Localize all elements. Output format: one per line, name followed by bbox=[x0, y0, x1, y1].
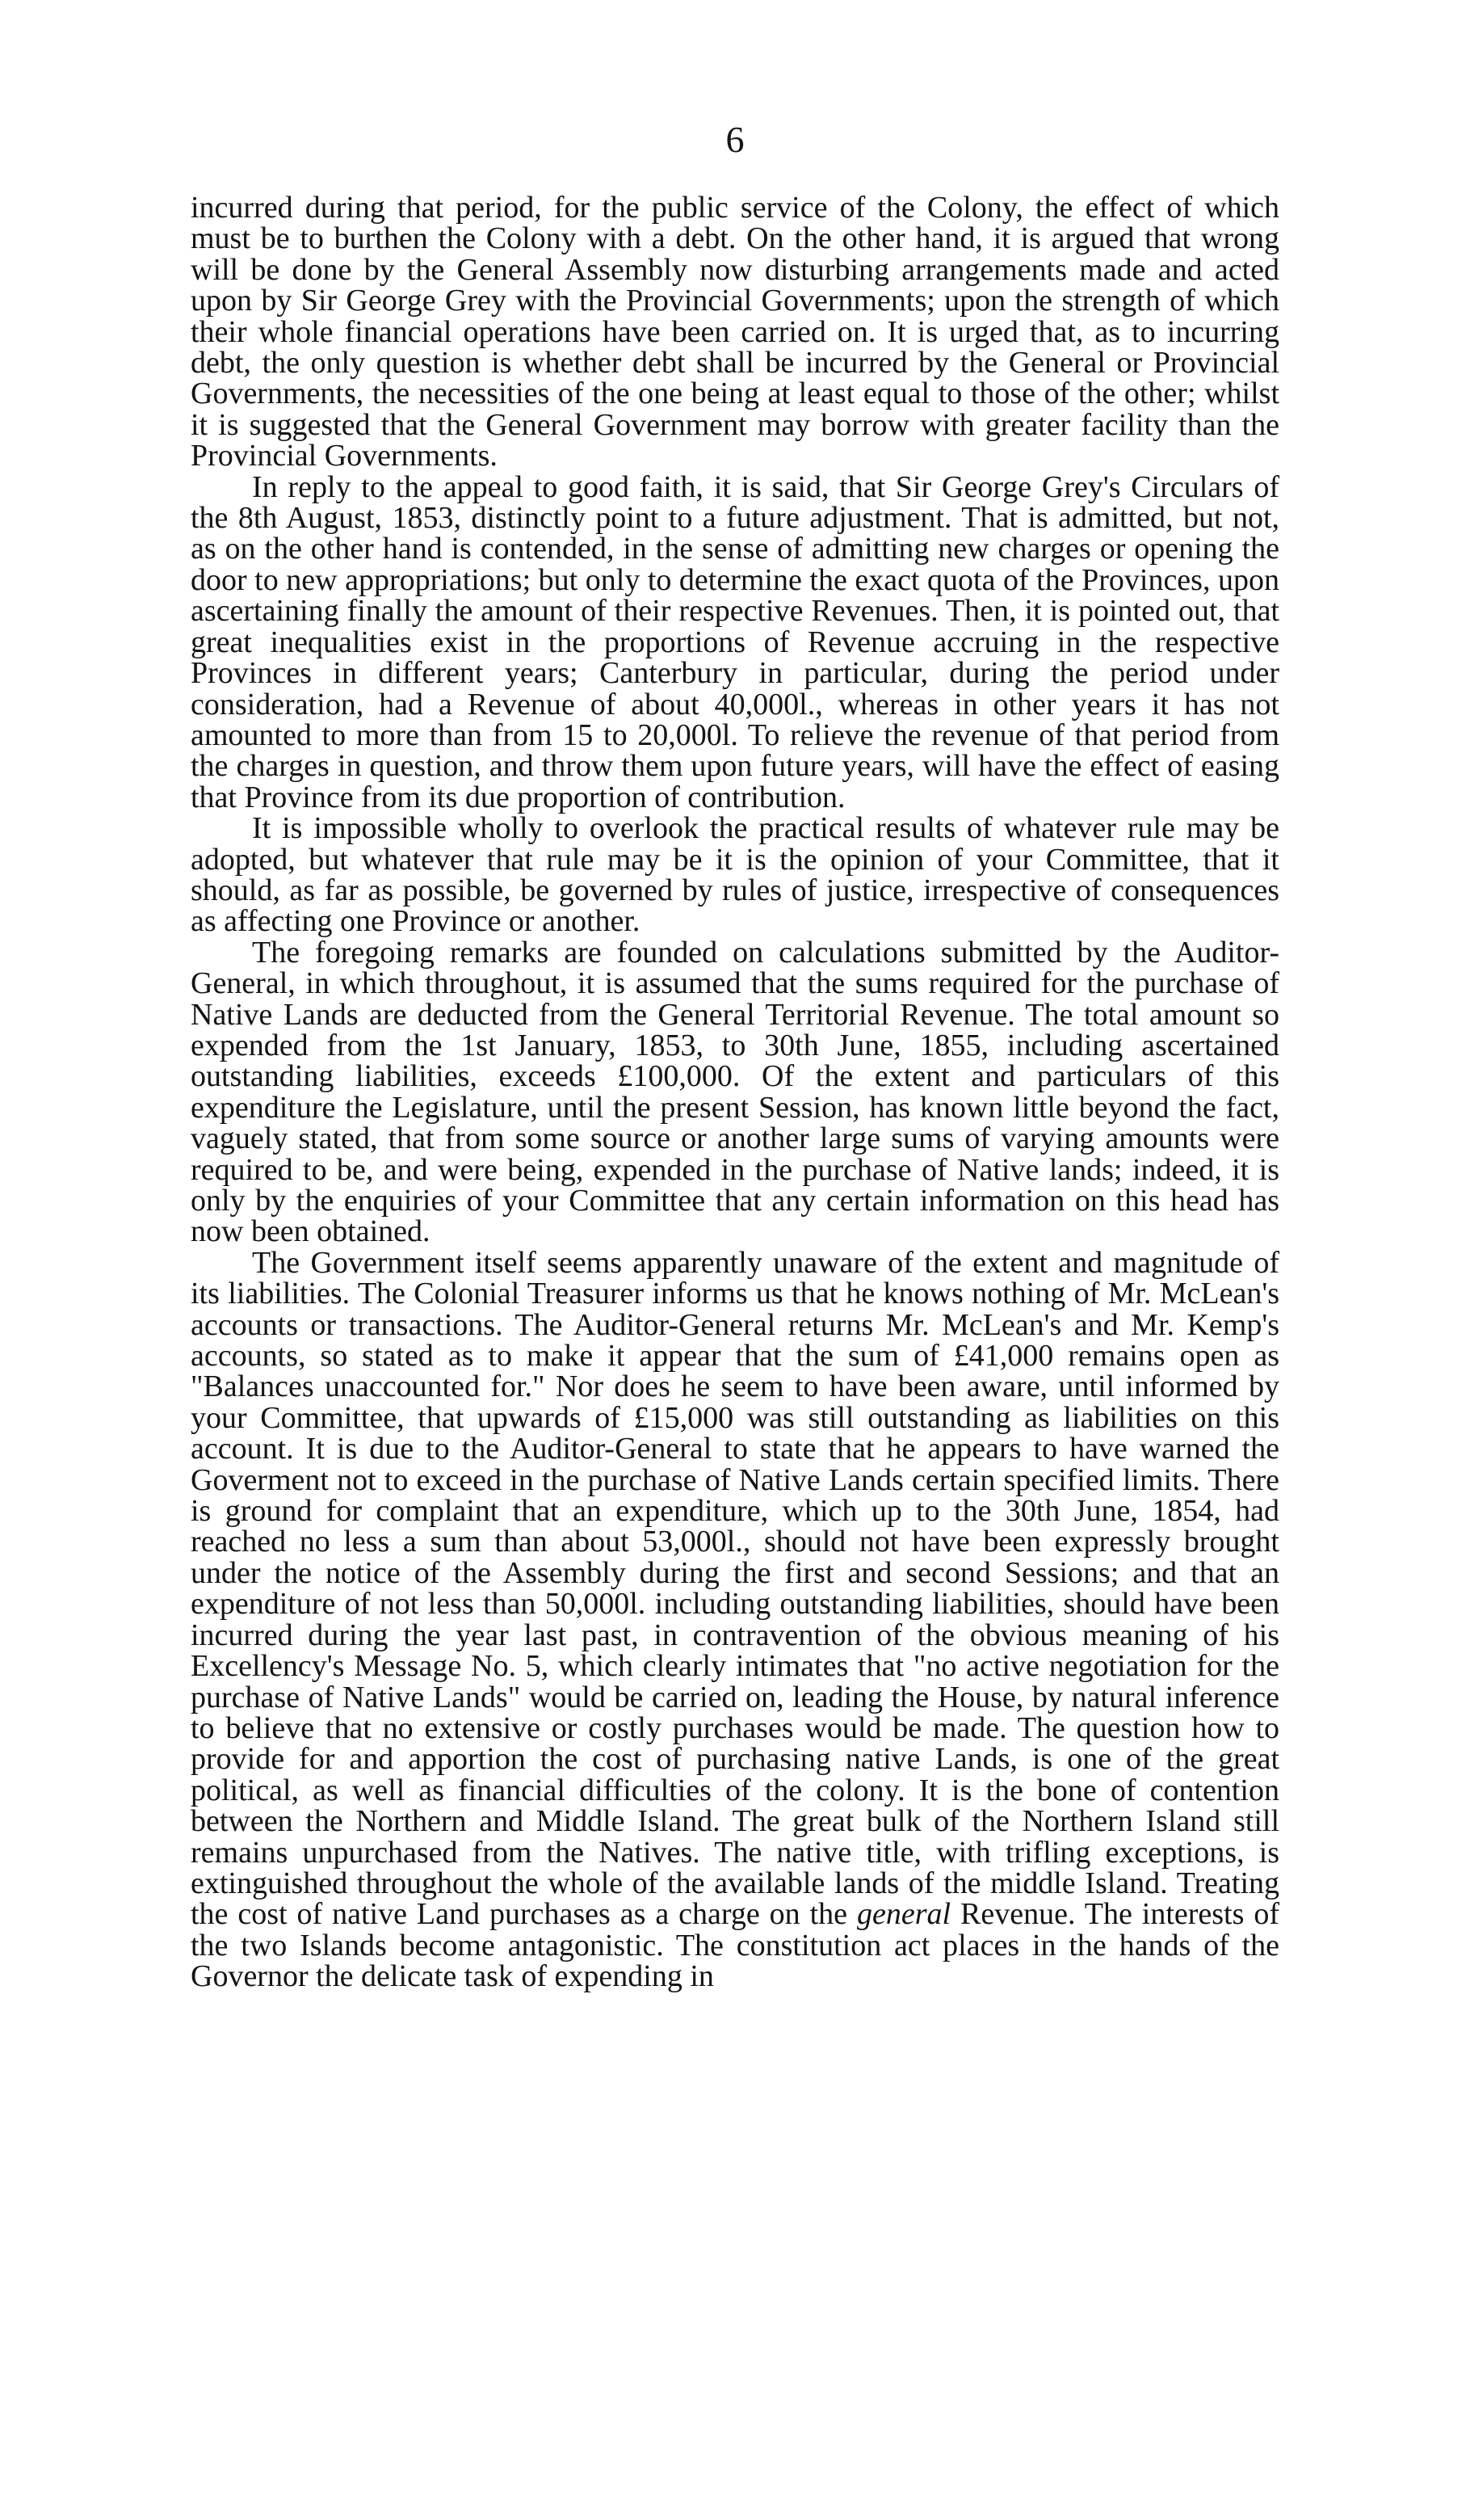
paragraph-2: In reply to the appeal to good faith, it is said, that Sir George Grey's Circulars of the 8th August, 1853, distinctly point to a future adjustment. That is admitted, but not, as on the other hand is contended, in the sense of admitting new charges or opening the door to new appropriations; but only to determine the exact quota of the Provinces, upon ascertaining finally the amount of their respective Revenues. Then, it is pointed out, that great inequalities exist in the proportions of Revenue accruing in the respective Provinces in different years; Canterbury in particular, during the period under consideration, had a Revenue of about 40,000l., whereas in other years it has not amounted to more than from 15 to 20,000l. To relieve the revenue of that period from the charges in question, and throw them upon future years, will have the effect of easing that Province from its due proportion of contribution. bbox=[191, 469, 1279, 814]
page-number: 6 bbox=[725, 119, 745, 160]
paragraph-4: The foregoing remarks are founded on calculations submitted by the Auditor-General, in which throughout, it is assumed that the sums required for the purchase of Native Lands are deducted from the General Territorial Revenue. The total amount so expended from the 1st January, 1853, to 30th June, 1855, including ascertained outstanding liabilities, exceeds £100,000. Of the extent and particulars of this expenditure the Legislature, until the present Session, has known little beyond the fact, vaguely stated, that from some source or another large sums of varying amounts were required to be, and were being, expended in the purchase of Native lands; indeed, it is only by the enquiries of your Committee that any certain information on this head has now been obtained. bbox=[191, 935, 1279, 1249]
paragraph-5-italic-word: general bbox=[857, 1897, 951, 1932]
paragraph-1: incurred during that period, for the public service of the Colony, the effect of which must be to burthen the Colony with a debt. On the other hand, it is argued that wrong will be done by the General Assembly now disturbing arrangements made and acted upon by Sir George Grey with the Provincial Governments; upon the strength of which their whole financial operations have been carried on. It is urged that, as to incurring debt, the only question is whether debt shall be incurred by the General or Provincial Governments, the necessities of the one being at least equal to those of the other; whilst it is suggested that the General Government may borrow with greater facility than the Provincial Governments. bbox=[191, 191, 1279, 473]
paragraph-5 bbox=[191, 1247, 1279, 1992]
text-body bbox=[191, 192, 1279, 1992]
paragraph-5-text: The Government itself seems apparently unaware of the extent and magnitude of its liabilities. The Colonial Treasurer informs us that he knows nothing of Mr. McLean's accounts or transactions. The Auditor-General returns Mr. McLean's and Mr. Kemp's accounts, so stated as to make it appear that the sum of £41,000 remains open as "Balances unaccounted for." Nor does he seem to have been aware, until informed by your Committee, that upwards of £15,000 was still outstanding as liabilities on this account. It is due to the Auditor-General to state that he appears to have warned the Goverment not to exceed in the purchase of Native Lands certain specified limits. There is ground for complaint that an expenditure, which up to the 30th June, 1854, had reached no less a sum than about 53,000l., should not have been expressly brought under the notice of the Assembly during the first and second Sessions; and that an expenditure of not less than 50,000l. including outstanding liabilities, should have been incurred during the year last past, in contravention of the obvious meaning of his Excellency's Message No. 5, which clearly intimates that "no active negotiation for the purchase of Native Lands" would be carried on, leading the House, by natural inference to believe that no extensive or costly purchases would be made. The question how to provide for and apportion the cost of purchasing native Lands, is one of the great political, as well as financial difficulties of the colony. It is the bone of contention between the Northern and Middle Island. The great bulk of the Northern Island still remains unpurchased from the Natives. The native title, with trifling exceptions, is extinguished throughout the whole of the available lands of the middle Island. Treating the cost of native Land purchases as a charge on the bbox=[191, 1245, 1279, 1932]
paragraph-3: It is impossible wholly to overlook the practical results of whatever rule may be adopted, but whatever that rule may be it is the opinion of your Committee, that it should, as far as possible, be governed by rules of justice, irrespective of consequences as affecting one Province or another. bbox=[191, 811, 1279, 939]
paragraph-5-tail: Revenue. The interests of the two Islands become antagonistic. The constitution act places in the hands of the Governor the delicate task of expending in bbox=[191, 1897, 1280, 1994]
